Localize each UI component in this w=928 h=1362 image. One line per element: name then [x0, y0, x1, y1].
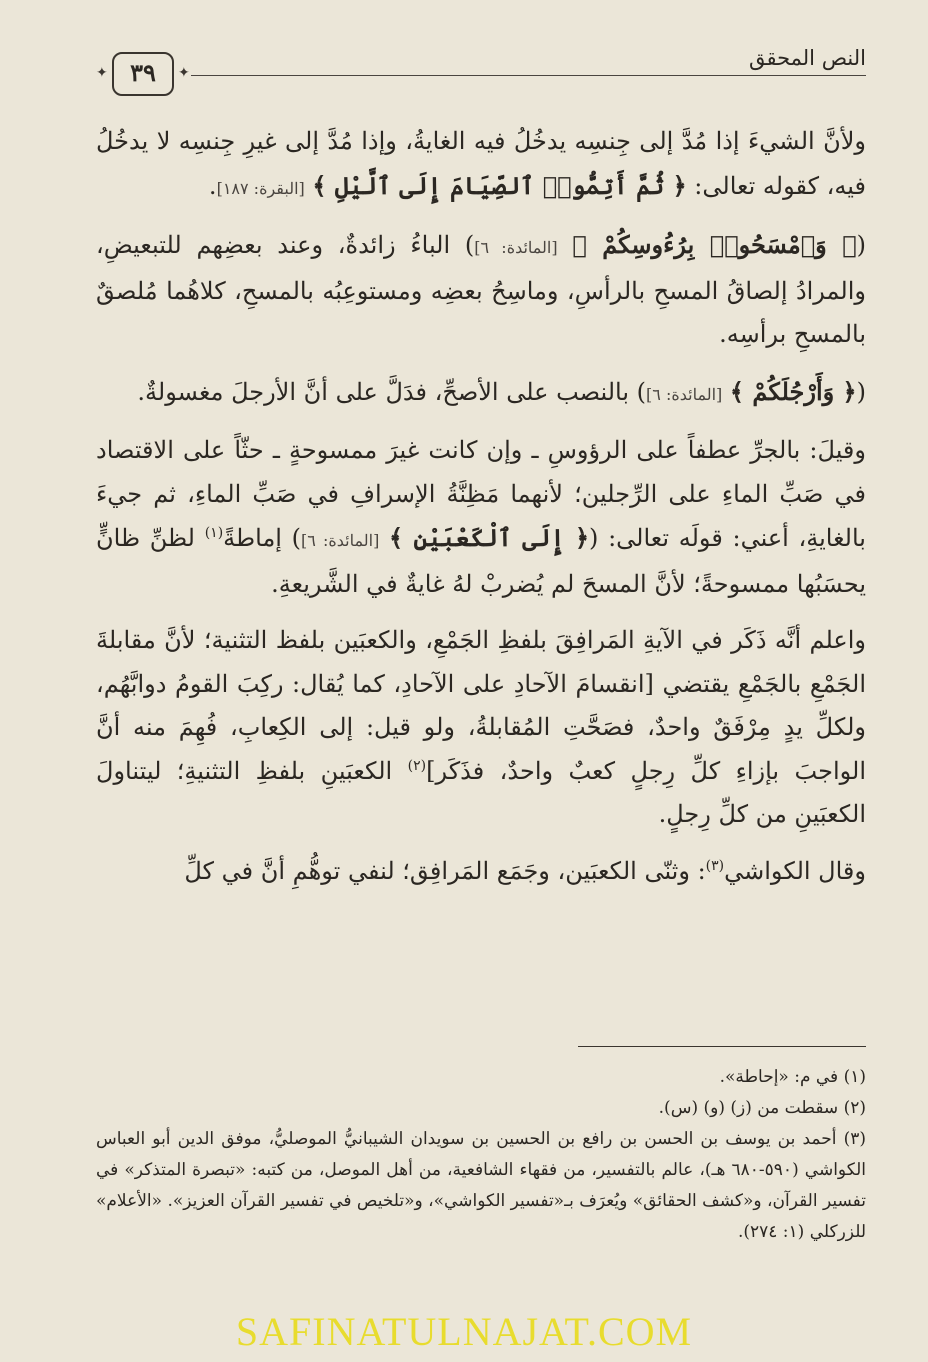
quran-verse: ﴿ وَٱمْسَحُوا۟ بِرُءُوسِكُمْ ﴾ — [572, 230, 857, 259]
text-run: ) إماطةً — [223, 524, 302, 552]
text-run: ) بالنصب على الأصحِّ، فدَلَّ على أنَّ الأرجلَ مغسولةٌ. — [137, 377, 647, 406]
verse-reference: [المائدة: ٦] — [474, 238, 558, 257]
verse-reference: [المائدة: ٦] — [301, 531, 380, 550]
footnote: (١) في م: «إحاطة». — [719, 1067, 866, 1087]
floral-ornament-icon: ✦ — [96, 65, 108, 81]
watermark: SAFINATULNAJAT.COM — [235, 1309, 693, 1354]
paragraph — [96, 850, 866, 894]
page-number-badge: ٣٩ — [112, 52, 174, 96]
footnote: (٢) سقطت من (ز) (و) (س). — [658, 1098, 866, 1118]
paragraph — [96, 370, 866, 417]
text-run: واعلم أنَّه ذَكَر في الآيةِ المَرافِقَ بلفظِ الجَمْعِ، والكعبَين بلفظ التثنية؛ لأنَّ مقابلةَ الجَمْعِ بالجَمْعِ يقتضي [انقسامَ الآحادِ على الآحادِ، كما يُقال: ركِبَ القومُ دوابَّهُم، ولكلِّ يدٍ مِرْفَقٌ واحدٌ، فصَحَّتِ المُقابلةُ، ولو قيل: إلى الكِعابِ، فُهِمَ منه أنَّ الواجبَ بإزاءِ كلِّ رِجلٍ كعبٌ واحدٌ، فذَكَر] — [96, 626, 866, 785]
text-run: وقيلَ: بالجرِّ عطفاً على الرؤوسِ ـ وإن كانت غيرَ ممسوحةٍ ـ حثّاً على الاقتصاد في صَبِّ الماءِ على الرِّجلين؛ لأنهما مَظِنَّةُ الإسرافِ في صَبِّ الماءِ، ثم جيءَ بالغايةِ، أعني: قولَه تعالى: ( — [96, 436, 866, 552]
paragraph — [96, 120, 866, 210]
text-run: . — [208, 171, 217, 200]
footnote-separator — [578, 1046, 866, 1047]
verse-reference: [البقرة: ١٨٧] — [216, 178, 305, 198]
text-run: ولأنَّ الشيءَ إذا مُدَّ إلى جِنسِه يدخُلُ فيه الغايةُ، وإذا مُدَّ إلى غيرِ جِنسِه لا يدخُلُ فيه، كقوله تعالى: — [96, 127, 866, 200]
text-run: ) الباءُ زائدةٌ، وعند بعضِهم للتبعيضِ، والمرادُ إلصاقُ المسحِ بالرأسِ، وماسِحُ بعضِه ومستوعِبُه بالمسحِ، كلاهُما مُلصقٌ بالمسحِ برأسِه. — [96, 231, 866, 348]
text-run: : وثنّى الكعبَين، وجَمَع المَرافِق؛ لنفي توهُّمِ أنَّ في كلِّ — [184, 856, 706, 885]
quran-verse: ﴿ ثُمَّ أَتِمُّوا۟ ٱلصِّيَامَ إِلَى ٱلَّيْلِ ﴾ — [312, 170, 687, 200]
text-run: ( — [856, 231, 866, 259]
header-rule — [191, 75, 866, 76]
text-run: ( — [856, 377, 866, 406]
quran-verse: ﴿ وَأَرْجُلَكُمْ ﴾ — [729, 376, 857, 406]
footnote-marker: (١) — [204, 525, 224, 541]
text-run: الكعبَينِ بلفظِ التثنيةِ؛ ليتناولَ الكعبَينِ من كلِّ رِجلٍ. — [96, 756, 866, 828]
text-run: وقال الكواشي — [724, 856, 866, 885]
main-text — [96, 120, 866, 906]
text-run: لظنِّ ظانٍّ يحسَبُها ممسوحةً؛ لأنَّ المسحَ لم يُضربْ لهُ غايةٌ في الشَّريعةِ. — [96, 524, 866, 598]
page-header — [96, 44, 866, 104]
footnote-marker: (٣) — [705, 857, 725, 874]
footnote-marker: (٢) — [407, 757, 427, 774]
floral-ornament-icon: ✦ — [178, 65, 190, 81]
verse-reference: [المائدة: ٦] — [646, 384, 723, 404]
running-title: النص المحقق — [739, 46, 866, 70]
paragraph — [96, 223, 866, 357]
paragraph — [96, 429, 866, 606]
paragraph — [96, 619, 866, 837]
footnotes — [96, 1062, 866, 1248]
footnote: (٣) أحمد بن يوسف بن الحسن بن رافع بن الحسين بن سويدان الشيبانيُّ الموصليُّ، موفق الدين أبو العباس الكواشي (٥٩٠-٦٨٠ هـ)، عالم بالتفسير، من فقهاء الشافعية، من أهل الموصل، من كتبه: «تبصرة المتذكر» في تفسير القرآن، و«كشف الحقائق» ويُعرَف بـ«تفسير الكواشي»، و«تلخيص في تفسير القرآن العزيز». «الأعلام» للزركلي (١: ٢٧٤). — [96, 1129, 867, 1242]
quran-verse: ﴿ إِلَى ٱلْكَعْبَيْنِ ﴾ — [389, 523, 590, 552]
